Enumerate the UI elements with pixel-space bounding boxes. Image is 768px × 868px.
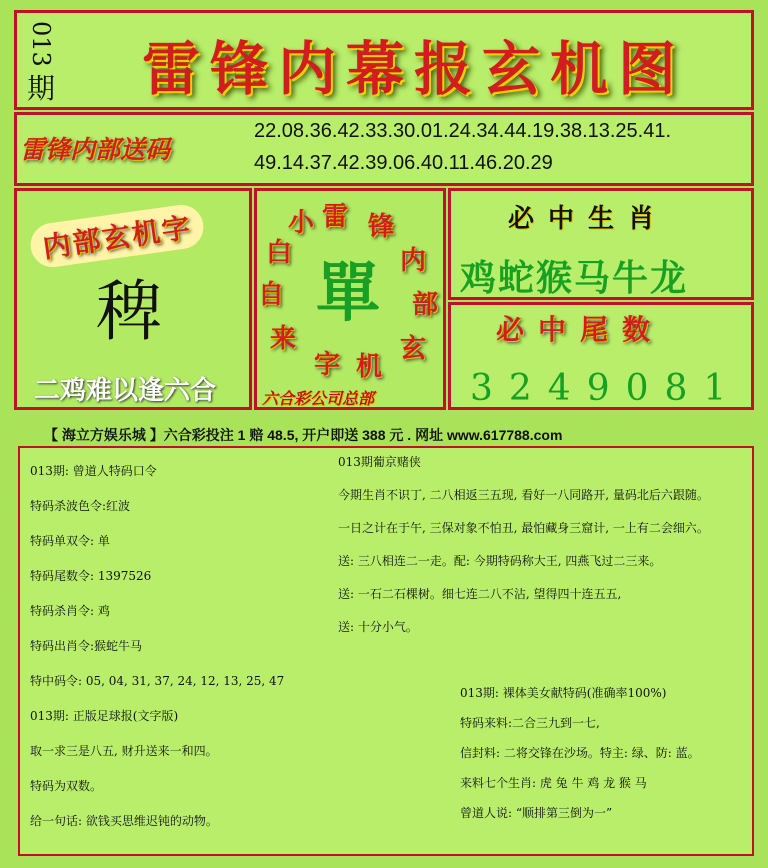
left-line: 特码杀肖令: 鸡	[30, 604, 110, 618]
right-lower-line: 013期: 裸体美女献特码(准确率100%)	[460, 686, 667, 700]
zodiac-heading: 必中生肖	[508, 204, 669, 234]
left-panel-character: 稗	[96, 273, 162, 350]
right-line: 今期生肖不识丁, 二八相返三五现, 看好一八同路开, 量码北后六跟随。	[338, 488, 709, 502]
right-line: 一日之计在于午, 三保对象不怕丑, 最怕藏身三窟计, 一上有二会细六。	[338, 521, 709, 535]
right-lower-line: 来料七个生肖: 虎 兔 牛 鸡 龙 猴 马	[460, 776, 647, 790]
page-title: 雷锋内幕报玄机图	[141, 35, 686, 103]
tail-value: 3249081	[470, 368, 743, 409]
center-footer: 六合彩公司总部	[262, 389, 375, 408]
ring-char-8: 来	[270, 324, 297, 354]
right-lower-line: 曾道人说: “顺排第三倒为一”	[460, 806, 613, 820]
right-line: 送: 十分小气。	[338, 620, 418, 634]
left-line: 013期: 正版足球报(文字版)	[30, 709, 179, 723]
issue-number: 013	[27, 21, 55, 67]
left-line: 取一求三是八五, 财升送来一和四。	[30, 744, 218, 758]
left-panel-heading: 内部玄机字	[28, 202, 206, 270]
ring-char-11: 小	[288, 208, 315, 238]
ring-char-6: 机	[356, 352, 383, 382]
numbers-row-1: 22.08.36.42.33.30.01.24.34.44.19.38.13.25.41.	[254, 120, 672, 142]
right-text-column	[338, 453, 748, 651]
ring-char-5: 玄	[400, 334, 427, 364]
right-line: 送: 一石二石棵树。细七连二八不沾, 望得四十连五五,	[338, 587, 622, 601]
right-lower-line: 信封料: 二将交锋在沙场。特主: 绿、防: 蓝。	[460, 746, 700, 760]
numbers-label: 雷锋内部送码	[20, 135, 171, 164]
right-line: 013期葡京赌侠	[338, 455, 421, 469]
left-line: 特码单双令: 单	[30, 534, 110, 548]
ring-char-10: 白	[266, 238, 293, 268]
zodiac-value: 鸡蛇猴马牛龙	[460, 257, 689, 299]
ring-char-9: 自	[258, 280, 285, 310]
left-line: 特码杀波色令:红波	[30, 499, 131, 513]
left-line: 特码尾数令: 1397526	[30, 569, 152, 583]
ring-char-2: 锋	[368, 212, 395, 242]
left-text-column	[30, 462, 330, 847]
ring-char-4: 部	[412, 290, 439, 320]
ring-char-7: 字	[314, 350, 341, 380]
center-character: 單	[316, 256, 380, 331]
promo-banner: 【 海立方娱乐城 】六合彩投注 1 赔 48.5, 开户即送 388 元 . 网址 www.617788.com	[44, 427, 563, 443]
left-line: 013期: 曾道人特码口令	[30, 464, 157, 478]
issue-suffix: 期	[26, 72, 55, 105]
right-line: 送: 三八相连二一走。配: 今期特码称大王, 四燕飞过二三来。	[338, 554, 662, 568]
issue-label	[20, 14, 62, 108]
left-line: 特码为双数。	[30, 779, 103, 793]
right-lower-line: 特码来料:二合三九到一七,	[460, 716, 600, 730]
left-panel-caption: 二鸡难以逢六合	[34, 376, 217, 406]
left-line: 特中码令: 05, 04, 31, 37, 24, 12, 13, 25, 47	[30, 674, 285, 688]
ring-char-3: 内	[400, 246, 427, 276]
numbers-row-2: 49.14.37.42.39.06.40.11.46.20.29	[254, 152, 553, 174]
left-line: 给一句话: 欲钱买思维迟钝的动物。	[30, 814, 218, 828]
right-lower-column	[460, 684, 750, 834]
tail-heading: 必中尾数	[496, 313, 665, 346]
left-line: 特码出肖令:猴蛇牛马	[30, 639, 143, 653]
ring-char-1: 雷	[322, 202, 349, 232]
